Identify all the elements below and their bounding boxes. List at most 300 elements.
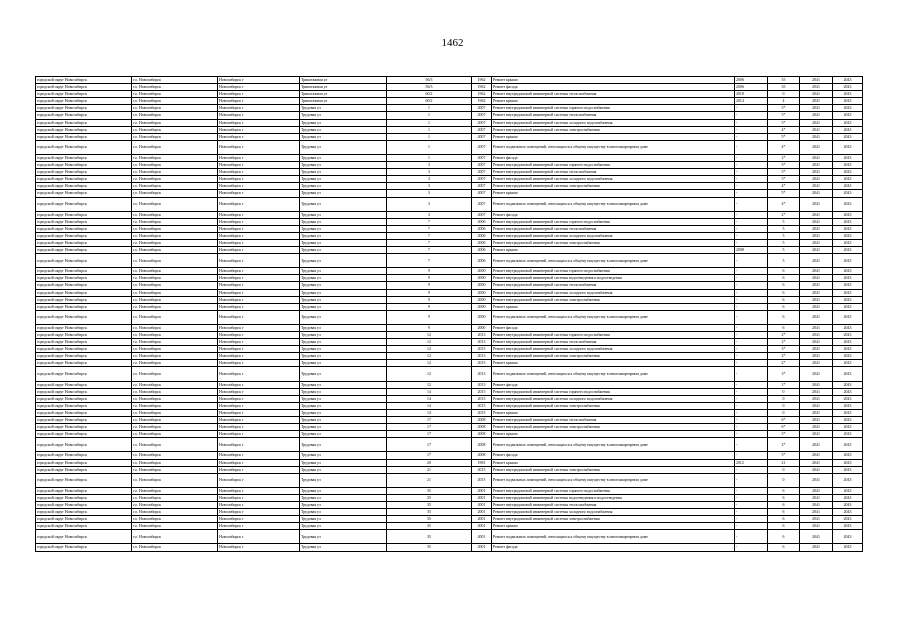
built-year-cell: 1962 — [472, 91, 492, 98]
work-type-cell: Ремонт внутридомовой инженерной системы горячего водоснабжения — [492, 487, 735, 494]
city-cell: Новосибирск г — [218, 183, 300, 190]
period-end-cell: 2043 — [833, 530, 863, 544]
period-start-cell: 2041 — [800, 169, 833, 176]
city-cell: Новосибирск г — [218, 388, 300, 395]
period-end-cell: 2043 — [833, 275, 863, 282]
municipality-cell: городской округ Новосибирск — [36, 268, 132, 275]
period-end-cell: 2043 — [833, 381, 863, 388]
okrug-cell: г.о. Новосибирск — [132, 487, 218, 494]
built-year-cell: 2001 — [472, 530, 492, 544]
period-end-cell: 2043 — [833, 438, 863, 452]
city-cell: Новосибирск г — [218, 494, 300, 501]
period-end-cell: 2043 — [833, 324, 863, 331]
municipality-cell: городской округ Новосибирск — [36, 119, 132, 126]
table-row — [36, 339, 863, 346]
built-year-cell: 2001 — [472, 544, 492, 551]
okrug-cell: г.о. Новосибирск — [132, 91, 218, 98]
built-year-cell: 2007 — [472, 105, 492, 112]
municipality-cell: городской округ Новосибирск — [36, 353, 132, 360]
built-year-cell: 2006 — [472, 225, 492, 232]
period-start-cell: 2041 — [800, 509, 833, 516]
street-cell: Трудовая ул — [300, 310, 387, 324]
built-year-cell: 2015 — [472, 409, 492, 416]
table-row — [36, 303, 863, 310]
municipality-cell: городской округ Новосибирск — [36, 218, 132, 225]
work-type-cell: Ремонт внутридомовой инженерной системы холодного водоснабжения — [492, 395, 735, 402]
period-end-cell: 2043 — [833, 190, 863, 197]
municipality-cell: городской округ Новосибирск — [36, 501, 132, 508]
okrug-cell: г.о. Новосибирск — [132, 77, 218, 84]
period-end-cell: 2043 — [833, 268, 863, 275]
table-row — [36, 183, 863, 190]
municipality-cell: городской округ Новосибирск — [36, 459, 132, 466]
house-cell: 60/2 — [387, 98, 472, 105]
street-cell: Трудовая ул — [300, 211, 387, 218]
table-row — [36, 409, 863, 416]
last-repair-cell: - — [735, 402, 768, 409]
work-type-cell: Ремонт внутридомовой инженерной системы горячего водоснабжения — [492, 162, 735, 169]
wear-cell: 5* — [768, 452, 800, 459]
street-cell: Трудовая ул — [300, 501, 387, 508]
built-year-cell: 2001 — [472, 523, 492, 530]
work-type-cell: Ремонт внутридомовой инженерной системы холодного водоснабжения — [492, 509, 735, 516]
city-cell: Новосибирск г — [218, 275, 300, 282]
okrug-cell: г.о. Новосибирск — [132, 105, 218, 112]
built-year-cell: 2007 — [472, 126, 492, 133]
last-repair-cell: - — [735, 303, 768, 310]
work-type-cell: Ремонт внутридомовой инженерной системы холодного водоснабжения — [492, 232, 735, 239]
street-cell: Трикотажная ул — [300, 98, 387, 105]
street-cell: Трудовая ул — [300, 303, 387, 310]
last-repair-cell: 2006 — [735, 77, 768, 84]
okrug-cell: г.о. Новосибирск — [132, 289, 218, 296]
built-year-cell: 2008 — [472, 438, 492, 452]
period-end-cell: 2043 — [833, 452, 863, 459]
work-type-cell: Ремонт крыши — [492, 409, 735, 416]
house-cell: 9 — [387, 310, 472, 324]
work-type-cell: Ремонт крыши — [492, 303, 735, 310]
built-year-cell: 2013 — [472, 339, 492, 346]
house-cell: 9 — [387, 268, 472, 275]
house-cell: 21 — [387, 466, 472, 473]
last-repair-cell: - — [735, 438, 768, 452]
period-start-cell: 2041 — [800, 225, 833, 232]
table-row — [36, 509, 863, 516]
street-cell: Трудовая ул — [300, 239, 387, 246]
period-end-cell: 2043 — [833, 162, 863, 169]
built-year-cell: 2007 — [472, 211, 492, 218]
house-cell: 17 — [387, 452, 472, 459]
table-row — [36, 275, 863, 282]
last-repair-cell: - — [735, 395, 768, 402]
street-cell: Трудовая ул — [300, 225, 387, 232]
municipality-cell: городской округ Новосибирск — [36, 190, 132, 197]
city-cell: Новосибирск г — [218, 409, 300, 416]
built-year-cell: 2007 — [472, 140, 492, 154]
okrug-cell: г.о. Новосибирск — [132, 452, 218, 459]
house-cell: 1 — [387, 140, 472, 154]
work-type-cell: Ремонт внутридомовой инженерной системы электроснабжения — [492, 239, 735, 246]
work-type-cell: Ремонт внутридомовой инженерной системы холодного водоснабжения — [492, 176, 735, 183]
municipality-cell: городской округ Новосибирск — [36, 544, 132, 551]
house-cell: 35 — [387, 544, 472, 551]
built-year-cell: 1981 — [472, 459, 492, 466]
street-cell: Трудовая ул — [300, 417, 387, 424]
last-repair-cell: - — [735, 544, 768, 551]
built-year-cell: 2007 — [472, 197, 492, 211]
table-row — [36, 324, 863, 331]
city-cell: Новосибирск г — [218, 176, 300, 183]
city-cell: Новосибирск г — [218, 239, 300, 246]
work-type-cell: Ремонт внутридомовой инженерной системы теплоснабжения — [492, 91, 735, 98]
table-row — [36, 140, 863, 154]
okrug-cell: г.о. Новосибирск — [132, 353, 218, 360]
period-end-cell: 2043 — [833, 225, 863, 232]
last-repair-cell: - — [735, 523, 768, 530]
house-cell: 9 — [387, 303, 472, 310]
house-cell: 35 — [387, 501, 472, 508]
built-year-cell: 2000 — [472, 275, 492, 282]
last-repair-cell: 2014 — [735, 98, 768, 105]
work-type-cell: Ремонт внутридомовой инженерной системы теплоснабжения — [492, 282, 735, 289]
built-year-cell: 2000 — [472, 268, 492, 275]
municipality-cell: городской округ Новосибирск — [36, 367, 132, 381]
last-repair-cell: - — [735, 239, 768, 246]
municipality-cell: городской округ Новосибирск — [36, 197, 132, 211]
table-row — [36, 530, 863, 544]
table-row — [36, 162, 863, 169]
last-repair-cell: 2012 — [735, 459, 768, 466]
municipality-cell: городской округ Новосибирск — [36, 112, 132, 119]
city-cell: Новосибирск г — [218, 516, 300, 523]
city-cell: Новосибирск г — [218, 360, 300, 367]
last-repair-cell: - — [735, 324, 768, 331]
street-cell: Трудовая ул — [300, 452, 387, 459]
built-year-cell: 2008 — [472, 431, 492, 438]
city-cell: Новосибирск г — [218, 424, 300, 431]
table-row — [36, 367, 863, 381]
period-start-cell: 2041 — [800, 438, 833, 452]
wear-cell: 5 — [768, 232, 800, 239]
period-start-cell: 2041 — [800, 544, 833, 551]
okrug-cell: г.о. Новосибирск — [132, 473, 218, 487]
okrug-cell: г.о. Новосибирск — [132, 232, 218, 239]
last-repair-cell: - — [735, 339, 768, 346]
okrug-cell: г.о. Новосибирск — [132, 438, 218, 452]
wear-cell: 0 — [768, 466, 800, 473]
okrug-cell: г.о. Новосибирск — [132, 402, 218, 409]
table-body — [36, 77, 863, 552]
work-type-cell: Ремонт фасада — [492, 211, 735, 218]
street-cell: Трудовая ул — [300, 431, 387, 438]
period-end-cell: 2043 — [833, 494, 863, 501]
wear-cell: 5* — [768, 119, 800, 126]
table-row — [36, 232, 863, 239]
municipality-cell: городской округ Новосибирск — [36, 395, 132, 402]
last-repair-cell: - — [735, 197, 768, 211]
okrug-cell: г.о. Новосибирск — [132, 247, 218, 254]
okrug-cell: г.о. Новосибирск — [132, 346, 218, 353]
house-cell: 12 — [387, 346, 472, 353]
house-cell: 60/2 — [387, 91, 472, 98]
street-cell: Трудовая ул — [300, 324, 387, 331]
built-year-cell: 2007 — [472, 154, 492, 161]
street-cell: Трудовая ул — [300, 112, 387, 119]
period-end-cell: 2043 — [833, 360, 863, 367]
work-type-cell: Ремонт внутридомовой инженерной системы холодного водоснабжения — [492, 119, 735, 126]
street-cell: Трудовая ул — [300, 105, 387, 112]
period-end-cell: 2043 — [833, 254, 863, 268]
work-type-cell: Ремонт внутридомовой инженерной системы электроснабжения — [492, 516, 735, 523]
wear-cell: 0 — [768, 388, 800, 395]
period-start-cell: 2041 — [800, 346, 833, 353]
period-start-cell: 2041 — [800, 91, 833, 98]
city-cell: Новосибирск г — [218, 367, 300, 381]
street-cell: Трудовая ул — [300, 154, 387, 161]
period-end-cell: 2043 — [833, 296, 863, 303]
built-year-cell: 2007 — [472, 183, 492, 190]
house-cell: 7 — [387, 232, 472, 239]
okrug-cell: г.о. Новосибирск — [132, 112, 218, 119]
okrug-cell: г.о. Новосибирск — [132, 140, 218, 154]
okrug-cell: г.о. Новосибирск — [132, 225, 218, 232]
house-cell: 9 — [387, 296, 472, 303]
last-repair-cell: - — [735, 268, 768, 275]
city-cell: Новосибирск г — [218, 381, 300, 388]
work-type-cell: Ремонт внутридомовой инженерной системы электроснабжения — [492, 353, 735, 360]
built-year-cell: 2000 — [472, 282, 492, 289]
period-end-cell: 2043 — [833, 501, 863, 508]
period-start-cell: 2041 — [800, 494, 833, 501]
municipality-cell: городской округ Новосибирск — [36, 402, 132, 409]
last-repair-cell: 2006 — [735, 84, 768, 91]
okrug-cell: г.о. Новосибирск — [132, 211, 218, 218]
house-cell: 35 — [387, 516, 472, 523]
built-year-cell: 2000 — [472, 296, 492, 303]
period-end-cell: 2043 — [833, 466, 863, 473]
period-start-cell: 2041 — [800, 332, 833, 339]
municipality-cell: городской округ Новосибирск — [36, 282, 132, 289]
table-row — [36, 268, 863, 275]
period-end-cell: 2043 — [833, 339, 863, 346]
table-row — [36, 91, 863, 98]
period-start-cell: 2041 — [800, 303, 833, 310]
municipality-cell: городской округ Новосибирск — [36, 487, 132, 494]
okrug-cell: г.о. Новосибирск — [132, 381, 218, 388]
period-end-cell: 2043 — [833, 169, 863, 176]
last-repair-cell: - — [735, 509, 768, 516]
work-type-cell: Ремонт внутридомовой инженерной системы электроснабжения — [492, 402, 735, 409]
street-cell: Трудовая ул — [300, 360, 387, 367]
built-year-cell: 2013 — [472, 346, 492, 353]
work-type-cell: Ремонт подвальных помещений, относящихся к общему имуществу в многоквартирном доме — [492, 438, 735, 452]
work-type-cell: Ремонт внутридомовой инженерной системы холодного водоснабжения — [492, 346, 735, 353]
street-cell: Трудовая ул — [300, 268, 387, 275]
period-end-cell: 2043 — [833, 154, 863, 161]
municipality-cell: городской округ Новосибирск — [36, 91, 132, 98]
wear-cell: 6* — [768, 417, 800, 424]
street-cell: Трудовая ул — [300, 523, 387, 530]
municipality-cell: городской округ Новосибирск — [36, 324, 132, 331]
city-cell: Новосибирск г — [218, 509, 300, 516]
period-end-cell: 2043 — [833, 232, 863, 239]
municipality-cell: городской округ Новосибирск — [36, 98, 132, 105]
wear-cell: 6 — [768, 501, 800, 508]
house-cell: 14 — [387, 402, 472, 409]
okrug-cell: г.о. Новосибирск — [132, 530, 218, 544]
house-cell: 20 — [387, 459, 472, 466]
city-cell: Новосибирск г — [218, 232, 300, 239]
city-cell: Новосибирск г — [218, 402, 300, 409]
wear-cell: 1* — [768, 381, 800, 388]
period-start-cell: 2041 — [800, 197, 833, 211]
wear-cell: 4* — [768, 140, 800, 154]
street-cell: Трудовая ул — [300, 424, 387, 431]
last-repair-cell: - — [735, 431, 768, 438]
municipality-cell: городской округ Новосибирск — [36, 247, 132, 254]
house-cell: 14 — [387, 395, 472, 402]
wear-cell: 5* — [768, 176, 800, 183]
house-cell: 3 — [387, 176, 472, 183]
municipality-cell: городской округ Новосибирск — [36, 140, 132, 154]
last-repair-cell: - — [735, 275, 768, 282]
period-start-cell: 2041 — [800, 105, 833, 112]
built-year-cell: 2007 — [472, 119, 492, 126]
city-cell: Новосибирск г — [218, 254, 300, 268]
period-end-cell: 2043 — [833, 183, 863, 190]
house-cell: 21 — [387, 473, 472, 487]
okrug-cell: г.о. Новосибирск — [132, 544, 218, 551]
work-type-cell: Ремонт крыши — [492, 98, 735, 105]
wear-cell: 5* — [768, 112, 800, 119]
last-repair-cell: - — [735, 466, 768, 473]
okrug-cell: г.о. Новосибирск — [132, 324, 218, 331]
work-type-cell: Ремонт внутридомовой инженерной системы теплоснабжения — [492, 501, 735, 508]
period-start-cell: 2041 — [800, 452, 833, 459]
municipality-cell: городской округ Новосибирск — [36, 254, 132, 268]
period-start-cell: 2041 — [800, 247, 833, 254]
wear-cell: 6* — [768, 424, 800, 431]
period-end-cell: 2043 — [833, 367, 863, 381]
city-cell: Новосибирск г — [218, 303, 300, 310]
last-repair-cell: - — [735, 367, 768, 381]
municipality-cell: городской округ Новосибирск — [36, 232, 132, 239]
work-type-cell: Ремонт подвальных помещений, относящихся к общему имуществу в многоквартирном доме — [492, 254, 735, 268]
work-type-cell: Ремонт крыши — [492, 190, 735, 197]
work-type-cell: Ремонт фасада — [492, 544, 735, 551]
period-start-cell: 2041 — [800, 190, 833, 197]
municipality-cell: городской округ Новосибирск — [36, 176, 132, 183]
okrug-cell: г.о. Новосибирск — [132, 367, 218, 381]
work-type-cell: Ремонт подвальных помещений, относящихся к общему имуществу в многоквартирном доме — [492, 473, 735, 487]
last-repair-cell: - — [735, 133, 768, 140]
period-end-cell: 2043 — [833, 176, 863, 183]
street-cell: Трудовая ул — [300, 176, 387, 183]
period-end-cell: 2043 — [833, 516, 863, 523]
period-start-cell: 2041 — [800, 126, 833, 133]
last-repair-cell: - — [735, 232, 768, 239]
period-end-cell: 2043 — [833, 126, 863, 133]
house-cell: 9 — [387, 324, 472, 331]
table-row — [36, 452, 863, 459]
street-cell: Трикотажная ул — [300, 91, 387, 98]
municipality-cell: городской округ Новосибирск — [36, 289, 132, 296]
okrug-cell: г.о. Новосибирск — [132, 310, 218, 324]
work-type-cell: Ремонт крыши — [492, 459, 735, 466]
work-type-cell: Ремонт подвальных помещений, относящихся к общему имуществу в многоквартирном доме — [492, 140, 735, 154]
period-start-cell: 2041 — [800, 162, 833, 169]
period-start-cell: 2041 — [800, 176, 833, 183]
last-repair-cell: - — [735, 332, 768, 339]
last-repair-cell: - — [735, 112, 768, 119]
okrug-cell: г.о. Новосибирск — [132, 424, 218, 431]
city-cell: Новосибирск г — [218, 140, 300, 154]
city-cell: Новосибирск г — [218, 324, 300, 331]
house-cell: 12 — [387, 353, 472, 360]
period-end-cell: 2043 — [833, 140, 863, 154]
built-year-cell: 2001 — [472, 487, 492, 494]
last-repair-cell: - — [735, 105, 768, 112]
wear-cell: 2* — [768, 438, 800, 452]
last-repair-cell: - — [735, 282, 768, 289]
street-cell: Трудовая ул — [300, 275, 387, 282]
wear-cell: 2* — [768, 154, 800, 161]
wear-cell: 0 — [768, 473, 800, 487]
built-year-cell: 2006 — [472, 239, 492, 246]
period-start-cell: 2041 — [800, 339, 833, 346]
okrug-cell: г.о. Новосибирск — [132, 218, 218, 225]
house-cell: 12 — [387, 332, 472, 339]
municipality-cell: городской округ Новосибирск — [36, 417, 132, 424]
municipality-cell: городской округ Новосибирск — [36, 360, 132, 367]
table-row — [36, 473, 863, 487]
built-year-cell: 2013 — [472, 367, 492, 381]
last-repair-cell: - — [735, 424, 768, 431]
wear-cell: 6 — [768, 544, 800, 551]
last-repair-cell: - — [735, 487, 768, 494]
table-row — [36, 218, 863, 225]
house-cell: 9 — [387, 275, 472, 282]
period-start-cell: 2041 — [800, 211, 833, 218]
built-year-cell: 2000 — [472, 310, 492, 324]
city-cell: Новосибирск г — [218, 162, 300, 169]
wear-cell: 6 — [768, 530, 800, 544]
table-row — [36, 523, 863, 530]
street-cell: Трудовая ул — [300, 367, 387, 381]
table-row — [36, 133, 863, 140]
city-cell: Новосибирск г — [218, 487, 300, 494]
city-cell: Новосибирск г — [218, 247, 300, 254]
house-cell: 35 — [387, 530, 472, 544]
municipality-cell: городской округ Новосибирск — [36, 388, 132, 395]
period-start-cell: 2041 — [800, 367, 833, 381]
wear-cell: 6 — [768, 324, 800, 331]
period-end-cell: 2043 — [833, 353, 863, 360]
work-type-cell: Ремонт фасада — [492, 381, 735, 388]
period-start-cell: 2041 — [800, 154, 833, 161]
street-cell: Трудовая ул — [300, 169, 387, 176]
city-cell: Новосибирск г — [218, 339, 300, 346]
okrug-cell: г.о. Новосибирск — [132, 98, 218, 105]
work-type-cell: Ремонт фасада — [492, 84, 735, 91]
street-cell: Трудовая ул — [300, 126, 387, 133]
period-end-cell: 2043 — [833, 119, 863, 126]
city-cell: Новосибирск г — [218, 211, 300, 218]
built-year-cell: 2007 — [472, 190, 492, 197]
street-cell: Трудовая ул — [300, 190, 387, 197]
period-end-cell: 2043 — [833, 409, 863, 416]
period-end-cell: 2043 — [833, 487, 863, 494]
